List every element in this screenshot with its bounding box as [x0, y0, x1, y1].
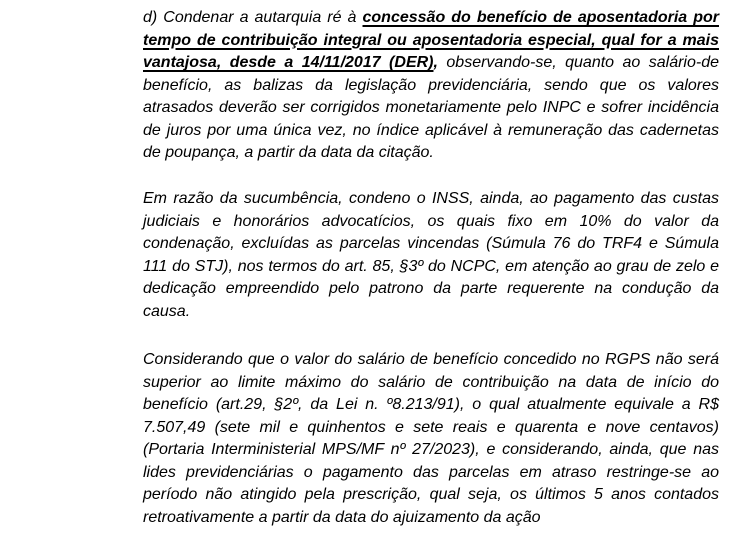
- paragraph-salary-limit: Considerando que o valor do salário de benefício concedido no RGPS não será superior ao limite máximo do salário de contribuição na data de início do benefício (art.29, §2º, da Lei n. º8.213/91), o qual atualmente equivale a R$ 7.507,49 (sete mil e quinhentos e sete reais e quarenta e nove centavos) (Portaria Interministerial MPS/MF nº 27/2023), e considerando, ainda, que nas lides previdenciárias o pagamento das parcelas em atraso restringe-se ao período não atingido pela prescrição, qual seja, os últimos 5 anos contados retroativamente a partir da data do ajuizamento da ação: [143, 351, 719, 526]
- highlighted-benefit-grant: concessão do benefício de aposentadoria por tempo de contribuição integral ou aposentadoria especial, qual for a mais vantajosa, desde a 14/11/2017 (DER): [143, 9, 719, 71]
- paragraph-condemnation: [143, 7, 719, 165]
- paragraph-rest: observando-se, quanto ao salário-de benefício, as balizas da legislação previdenciária, sendo que os valores atrasados deverão ser corrigidos monetariamente pelo INPC e sofrer incidência de juros por uma única vez, no índice aplicável à remuneração das cadernetas de poupança, a partir da data da citação.: [143, 54, 719, 161]
- paragraph-lead: d) Condenar a autarquia ré à: [143, 9, 363, 26]
- highlight-tail: ,: [433, 54, 438, 71]
- paragraph-costs: Em razão da sucumbência, condeno o INSS, ainda, ao pagamento das custas judiciais e honorários advocatícios, os quais fixo em 10% do valor da condenação, excluídas as parcelas vincendas (Súmula 76 do TRF4 e Súmula 111 do STJ), nos termos do art. 85, §3º do NCPC, em atenção ao grau de zelo e dedicação empreendido pelo patrono da parte requerente na condução da causa.: [143, 190, 719, 320]
